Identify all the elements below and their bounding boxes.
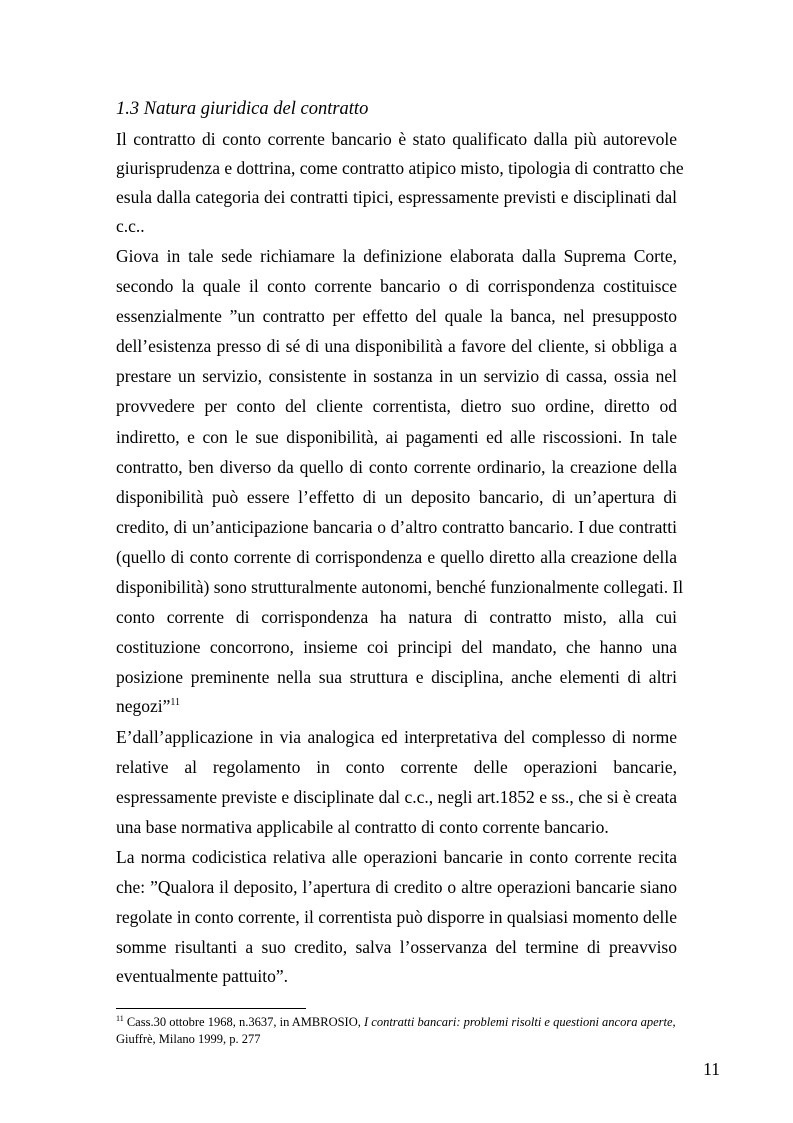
body-line: esula dalla categoria dei contratti tipici, espressamente previsti e disciplinati dal bbox=[116, 187, 677, 207]
body-line: regolate in conto corrente, il correntista può disporre in qualsiasi momento delle bbox=[116, 907, 677, 927]
footnote-reference[interactable]: 11 bbox=[170, 697, 181, 709]
footnote-citation: Cass.30 ottobre 1968, n.3637, in AMBROSIO, bbox=[123, 1015, 364, 1029]
body-line: (quello di conto corrente di corrispondenza e quello diretto alla creazione della bbox=[116, 547, 677, 567]
body-line: Giova in tale sede richiamare la definizione elaborata dalla Suprema Corte, bbox=[116, 246, 677, 266]
body-line: essenzialmente ”un contratto per effetto del quale la banca, nel presupposto bbox=[116, 306, 677, 326]
body-line: costituzione concorrono, insieme coi principi del mandato, che hanno una bbox=[116, 637, 677, 657]
footnote-line-1 bbox=[116, 1014, 716, 1031]
footnote-book-title: I contratti bancari: problemi risolti e questioni ancora aperte, bbox=[364, 1015, 676, 1029]
body-line: disponibilità può essere l’effetto di un deposito bancario, di un’apertura di bbox=[116, 487, 677, 507]
body-line: E’dall’applicazione in via analogica ed interpretativa del complesso di norme bbox=[116, 727, 677, 747]
body-line: c.c.. bbox=[116, 216, 145, 236]
page-number: 11 bbox=[703, 1059, 720, 1079]
body-line: disponibilità) sono strutturalmente autonomi, benché funzionalmente collegati. Il bbox=[116, 577, 684, 597]
body-line: espressamente previste e disciplinate dal c.c., negli art.1852 e ss., che si è creata bbox=[116, 787, 677, 807]
section-heading: 1.3 Natura giuridica del contratto bbox=[116, 99, 369, 119]
body-line: secondo la quale il conto corrente bancario o di corrispondenza costituisce bbox=[116, 276, 677, 296]
body-line: che: ”Qualora il deposito, l’apertura di credito o altre operazioni bancarie siano bbox=[116, 877, 677, 897]
body-line: eventualmente pattuito”. bbox=[116, 966, 289, 986]
body-line: Il contratto di conto corrente bancario è stato qualificato dalla più autorevole bbox=[116, 129, 677, 149]
footnote-number: 11 bbox=[116, 1013, 124, 1023]
body-line: conto corrente di corrispondenza ha natura di contratto misto, alla cui bbox=[116, 607, 677, 627]
body-line: contratto, ben diverso da quello di conto corrente ordinario, la creazione della bbox=[116, 457, 677, 477]
body-line-text: negozi” bbox=[116, 696, 171, 716]
body-line: dell’esistenza presso di sé di una disponibilità a favore del cliente, si obbliga a bbox=[116, 336, 677, 356]
body-line: somme risultanti a suo credito, salva l’osservanza del termine di preavviso bbox=[116, 937, 677, 957]
body-line: posizione preminente nella sua struttura e disciplina, anche elementi di altri bbox=[116, 667, 677, 687]
body-line: indiretto, e con le sue disponibilità, ai pagamenti ed alle riscossioni. In tale bbox=[116, 427, 677, 447]
body-line: una base normativa applicabile al contratto di conto corrente bancario. bbox=[116, 817, 609, 837]
body-line: La norma codicistica relativa alle operazioni bancarie in conto corrente recita bbox=[116, 847, 677, 867]
footnote-line-2: Giuffrè, Milano 1999, p. 277 bbox=[116, 1032, 261, 1046]
footnote-separator bbox=[116, 1008, 306, 1009]
body-line: relative al regolamento in conto corrente delle operazioni bancarie, bbox=[116, 757, 677, 777]
body-line: provvedere per conto del cliente correntista, dietro suo ordine, diretto od bbox=[116, 396, 677, 416]
body-line: credito, di un’anticipazione bancaria o d’altro contratto bancario. I due contratti bbox=[116, 517, 677, 537]
body-line-with-footnote-ref bbox=[116, 692, 677, 720]
body-line: prestare un servizio, consistente in sostanza in un servizio di cassa, ossia nel bbox=[116, 366, 677, 386]
body-line: giurisprudenza e dottrina, come contratto atipico misto, tipologia di contratto che bbox=[116, 158, 684, 178]
